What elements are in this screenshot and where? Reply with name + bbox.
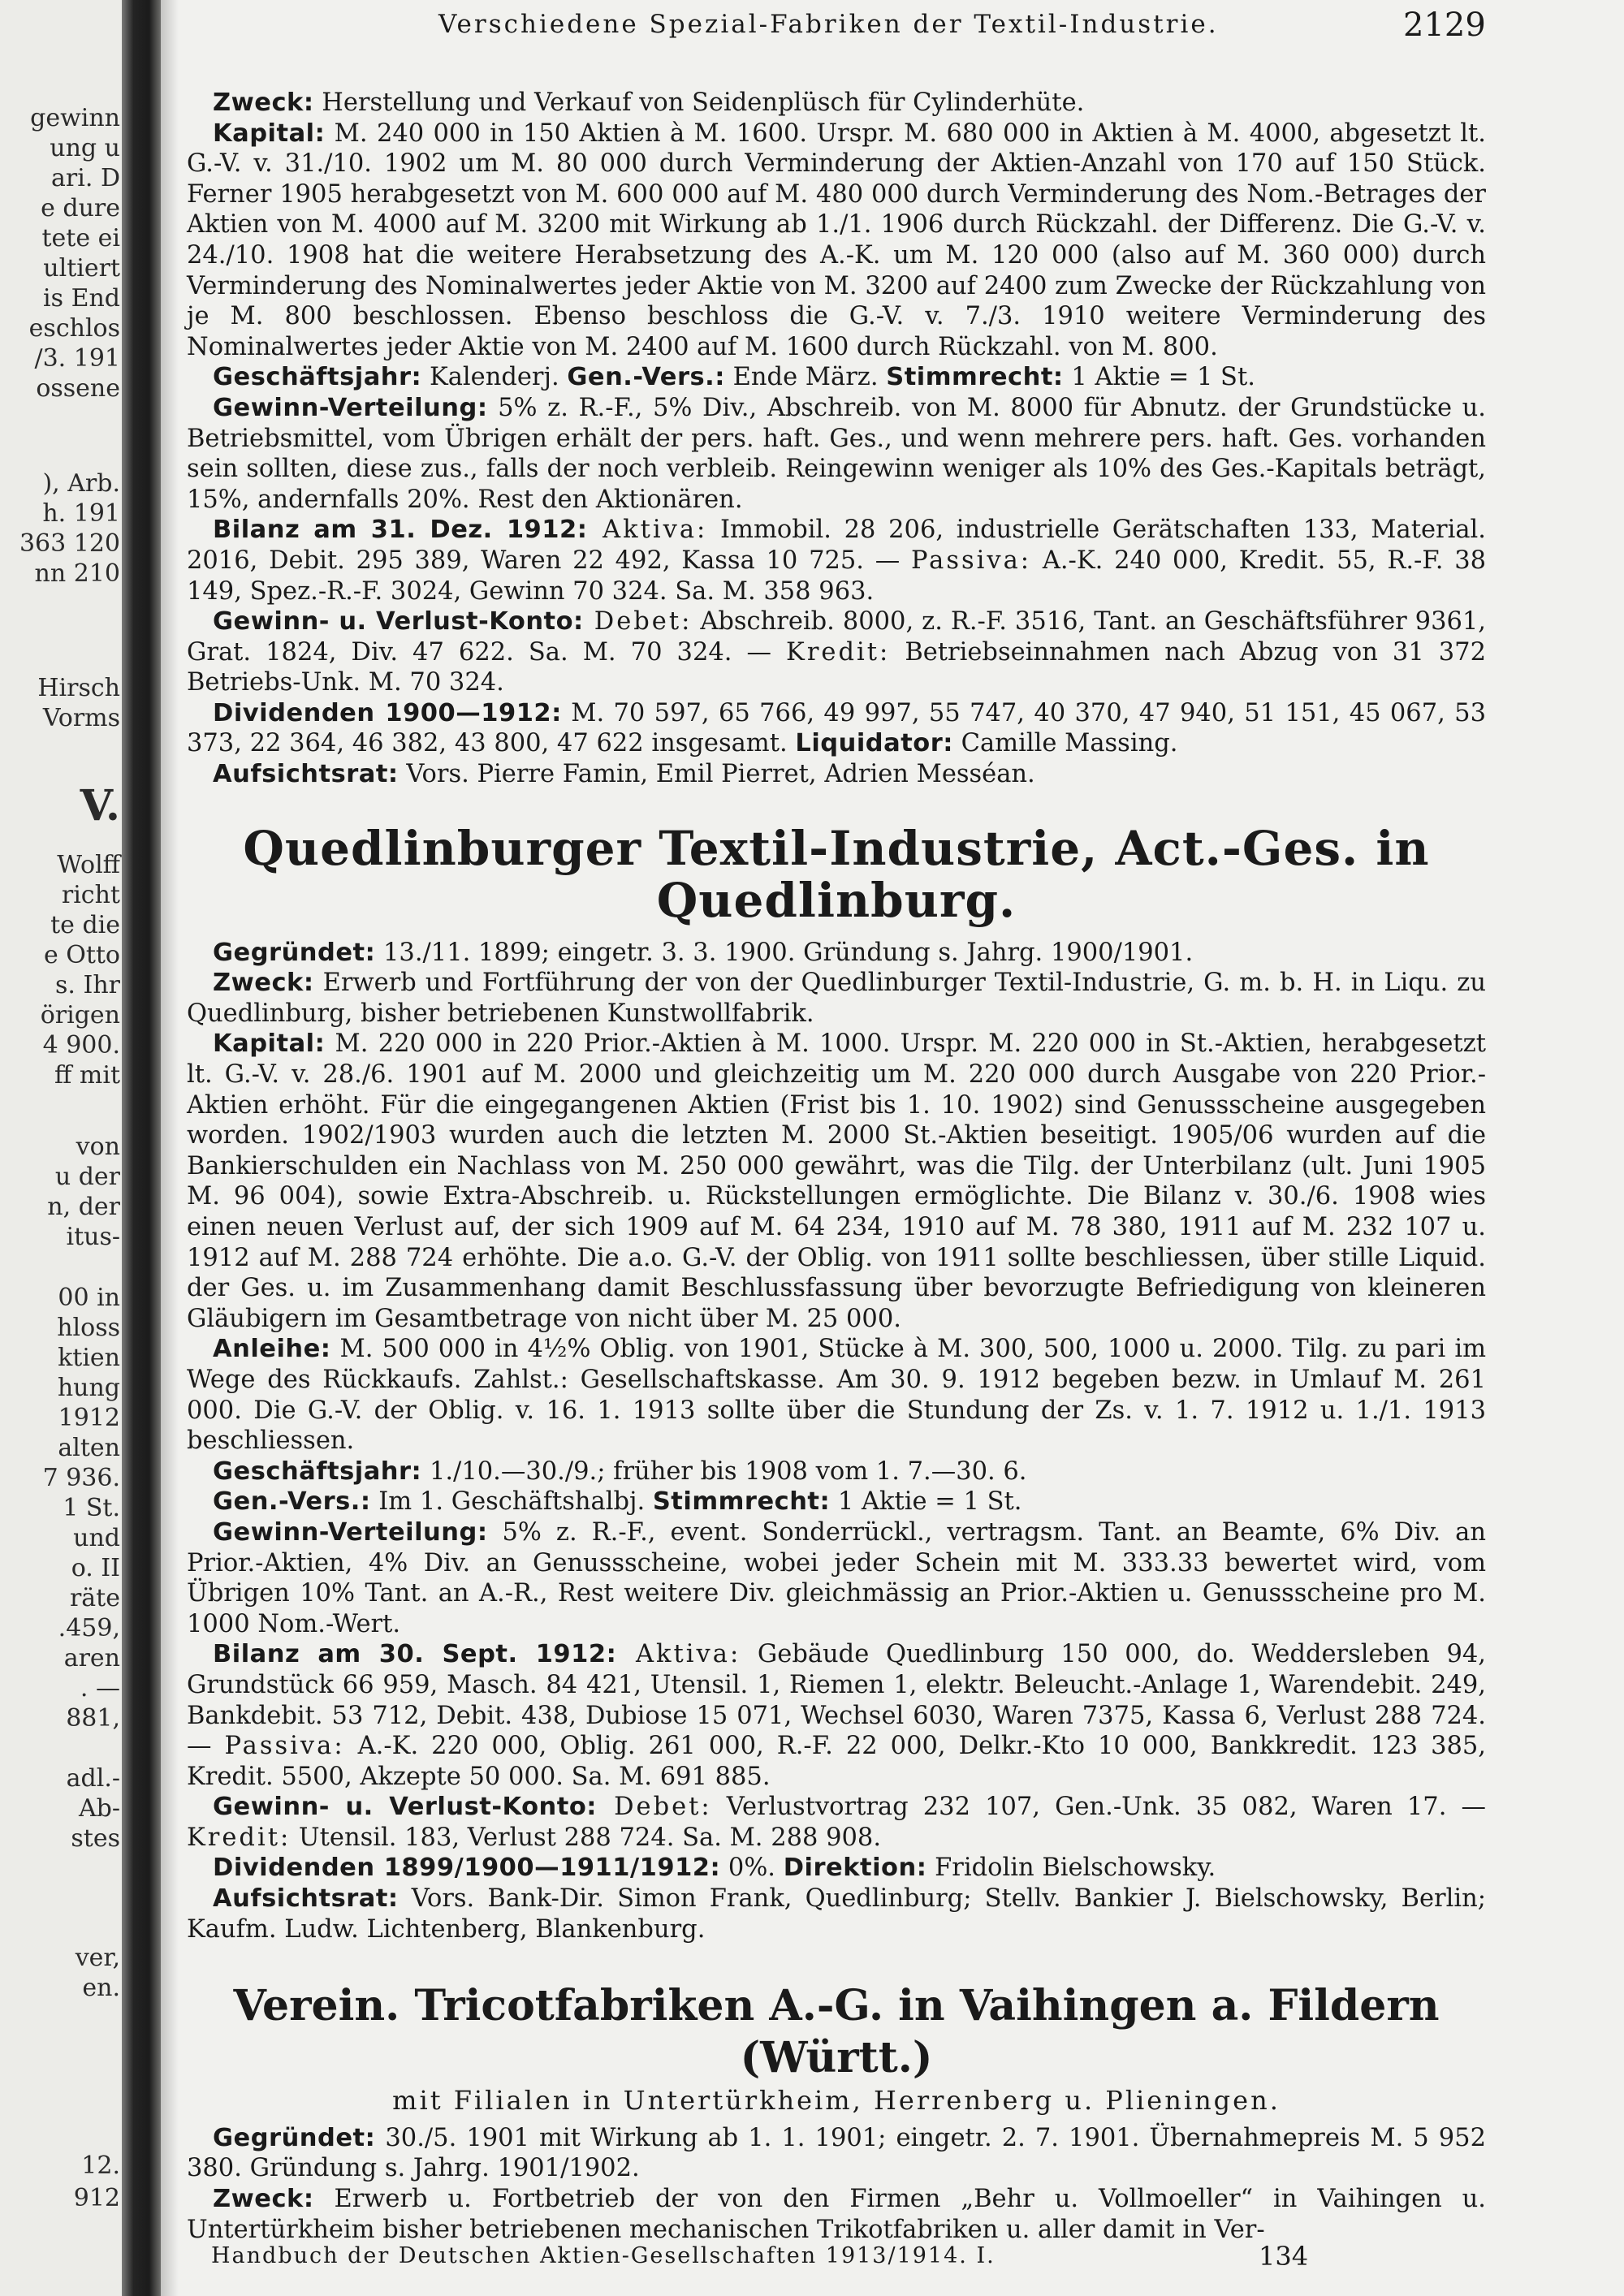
margin-fragment: ossene — [36, 374, 120, 403]
margin-fragment: ultiert — [43, 254, 120, 283]
margin-fragment: örigen — [40, 1001, 120, 1029]
margin-fragment: itus- — [66, 1223, 120, 1251]
margin-fragment: gewinn — [30, 104, 120, 132]
margin-fragment: 1 St. — [63, 1494, 120, 1522]
entry-label: Dividenden 1899/1900—1911/1912: — [213, 1854, 721, 1883]
entry-text: Camille Massing. — [952, 729, 1178, 758]
entry-text: 30./5. 1901 mit Wirkung ab 1. 1. 1901; eingetr. 2. 7. 1901. Übernahmepreis M. 5 952 380. Gründung s. Jahrg. 1901/1902. — [187, 2123, 1486, 2183]
entry-text: Vors. Pierre Famin, Emil Pierret, Adrien Messéan. — [398, 760, 1035, 789]
book-spine — [122, 0, 161, 2296]
previous-page-margin — [0, 0, 122, 2296]
margin-fragment: eschlos — [28, 314, 120, 343]
spaced-label: Aktiva: — [587, 516, 708, 545]
margin-fragment: stes — [71, 1824, 120, 1853]
company-title: Quedlinburger Textil-Industrie, Act.-Ges. in Quedlinburg. — [243, 820, 1430, 928]
margin-fragment: e dure — [41, 194, 120, 222]
margin-fragment: ung u — [50, 134, 120, 162]
margin-fragment: räte — [69, 1584, 120, 1612]
entry-text: A.-K. 220 000, Oblig. 261 000, R.-F. 22 000, Delkr.-Kto 10 000, Bankkredit. 123 385, Kredit. 5500, Akzepte 50 000. Sa. M. 691 885. — [187, 1732, 1486, 1791]
entry-label: Direktion: — [783, 1854, 927, 1883]
entry-text: A.-K. 240 000, Kredit. 55, R.-F. 38 149, Spez.-R.-F. 3024, Gewinn 70 324. Sa. M. 358 963. — [187, 546, 1486, 606]
entry-text: 13./11. 1899; eingetr. 3. 3. 1900. Gründung s. Jahrg. 1900/1901. — [375, 938, 1194, 967]
margin-fragment: e Otto — [43, 941, 120, 969]
entry-paragraph — [187, 1792, 1486, 1853]
entry-label: Aufsichtsrat: — [213, 1884, 399, 1914]
margin-fragment: ver, — [75, 1944, 120, 1972]
margin-fragment: n, der — [47, 1193, 120, 1221]
entry-text: Kalenderj. — [421, 363, 568, 392]
entry-text: M. 220 000 in 220 Prior.-Aktien à M. 1000. Urspr. M. 220 000 in St.-Aktien, herabgesetzt lt. G.-V. v. 28./6. 1901 auf M. 2000 und gleichzeitig um M. 220 000 durch Ausgabe von 220 Prior.-Aktien erhöht. Für die eingegangenen Aktien (Frist bis 1. 10. 1902) sind Genussscheine ausgegeben worden. 1902/1903 wurden auch die letzten M. 2000 St.-Aktien beseitigt. 1905/06 wurden auf die Bankierschulden ein Nachlass von M. 250 000 gewährt, was die Tilg. der Unterbilanz (ult. Juni 1905 M. 96 004), sowie Extra-Abschreib. u. Rückstellungen ermöglichte. Die Bilanz v. 30./6. 1908 wies einen neuen Verlust auf, der sich 1909 auf M. 64 234, 1910 auf M. 78 380, 1911 auf M. 232 107 u. 1912 auf M. 288 724 erhöhte. Die a.o. G.-V. der Oblig. von 1911 sollte beschliessen, über stille Liquid. der Ges. u. im Zusammenhang damit Beschlussfassung über bevorzugte Befriedigung von kleineren Gläubigern im Gesamtbetrage von nicht über M. 25 000. — [187, 1029, 1486, 1333]
entry-text: Vors. Bank-Dir. Simon Frank, Quedlinburg; Stellv. Bankier J. Bielschowsky, Berlin; Kaufm. Ludw. Lichtenberg, Blankenburg. — [187, 1884, 1486, 1944]
entry-label: Zweck: — [213, 969, 314, 998]
margin-fragment: s. Ihr — [55, 971, 120, 999]
margin-fragment: en. — [82, 1974, 120, 2002]
margin-fragment: .459, — [58, 1614, 120, 1642]
entry-label: Gen.-Vers.: — [567, 363, 725, 392]
margin-fragment: hloss — [57, 1314, 120, 1342]
entry-paragraph — [187, 1029, 1486, 1334]
company-title: Verein. Tricotfabriken A.-G. in Vaihingen a. Fildern (Württ.) — [233, 1981, 1440, 2083]
entry-label: Zweck: — [213, 88, 314, 117]
entry-paragraph — [187, 393, 1486, 515]
entry-label: Gewinn- u. Verlust-Konto: — [213, 607, 584, 637]
margin-fragment: o. II — [71, 1554, 120, 1582]
entry-text: Immobil. 28 206, industrielle Gerätschaften 133, Material. 2016, Debit. 295 389, Waren 22 492, Kassa 10 725. — — [187, 516, 1486, 575]
entry-text: 5% z. R.-F., 5% Div., Abschreib. von M. 8000 für Abnutz. der Grundstücke u. Betriebsmittel, vom Übrigen erhält der pers. haft. Ges., und wenn mehrere pers. haft. Ges. vorhanden sein sollten, diese zus., falls der noch verbleib. Reingewinn weniger als 10% des Ges.-Kapitals beträgt, 15%, andernfalls 20%. Rest den Aktionären. — [187, 393, 1486, 514]
entry-label: Zweck: — [213, 2185, 314, 2214]
margin-fragment: . — — [80, 1674, 120, 1703]
company-subtitle: mit Filialen in Untertürkheim, Herrenberg u. Plieningen. — [392, 2085, 1281, 2117]
entry-text: Fridolin Bielschowsky. — [926, 1854, 1216, 1883]
entry-paragraph — [187, 515, 1486, 606]
entry-paragraph — [187, 938, 1486, 969]
entry-label: Geschäftsjahr: — [213, 363, 422, 392]
entry-text: 1 Aktie = 1 St. — [1063, 363, 1255, 392]
margin-fragment: hung — [57, 1374, 120, 1402]
margin-fragment: richt — [61, 881, 120, 909]
page-number: 2129 — [1403, 6, 1486, 44]
entry-label: Liquidator: — [795, 729, 953, 758]
margin-fragment: ff mit — [54, 1061, 120, 1090]
margin-fragment: is End — [43, 284, 120, 313]
entry-text: Im 1. Geschäftshalbj. — [370, 1487, 653, 1517]
spaced-label: Kredit: — [786, 637, 891, 667]
entry-paragraph — [187, 1457, 1486, 1487]
entry-text: Verlustvortrag 232 107, Gen.-Unk. 35 082, Waren 17. — — [711, 1793, 1486, 1822]
spaced-label: Debet: — [597, 1793, 712, 1822]
entry-paragraph — [187, 1639, 1486, 1792]
entry-label: Anleihe: — [213, 1335, 331, 1364]
entry-text: Ende März. — [724, 363, 887, 392]
margin-fragment: adl.- — [66, 1764, 120, 1793]
entry-text: 1 Aktie = 1 St. — [830, 1487, 1022, 1517]
margin-fragment: Wolff — [57, 851, 120, 879]
margin-fragment: 7 936. — [42, 1464, 120, 1492]
margin-fragment: ktien — [58, 1344, 120, 1372]
entry-label: Gewinn- u. Verlust-Konto: — [213, 1793, 597, 1822]
entry-paragraph — [187, 606, 1486, 698]
entry-text: M. 70 597, 65 766, 49 997, 55 747, 40 370, 47 940, 51 151, 45 067, 53 373, 22 364, 46 382, 43 800, 47 622 insgesamt. — [187, 698, 1486, 758]
spaced-label: Kredit: — [187, 1823, 292, 1852]
entry-paragraph — [187, 1487, 1486, 1517]
entry-paragraph — [187, 968, 1486, 1029]
footer: Handbuch der Deutschen Aktien-Gesellschaften 1913/1914. I. — [211, 2243, 996, 2268]
entry-paragraph — [187, 759, 1486, 790]
margin-fragment: ), Arb. — [42, 469, 120, 498]
entry-label: Dividenden 1900—1912: — [213, 698, 562, 727]
entry-paragraph — [187, 2123, 1486, 2184]
page-text — [187, 88, 1486, 2245]
entry-label: Gen.-Vers.: — [213, 1487, 371, 1517]
margin-fragment: tete ei — [41, 224, 120, 252]
entry-label: Kapital: — [213, 1029, 326, 1059]
entry-paragraph — [187, 2184, 1486, 2245]
entry-label: Geschäftsjahr: — [213, 1457, 422, 1486]
entry-label: Aufsichtsrat: — [213, 760, 399, 789]
entry-text: Herstellung und Verkauf von Seidenplüsch für Cylinderhüte. — [313, 88, 1085, 117]
entry-label: Gegründet: — [213, 2123, 376, 2152]
entry-paragraph — [187, 1853, 1486, 1884]
entry-text: Betriebseinnahmen nach Abzug von 31 372 Betriebs-Unk. M. 70 324. — [187, 637, 1486, 697]
margin-fragment: nn 210 — [34, 559, 120, 588]
entry-text: Abschreib. 8000, z. R.-F. 3516, Tant. an Geschäftsführer 9361, Grat. 1824, Div. 47 622. Sa. M. 70 324. — — [187, 607, 1486, 667]
spaced-label: Aktiva: — [616, 1640, 741, 1669]
margin-fragment: ari. D — [51, 164, 120, 192]
entry-paragraph — [187, 119, 1486, 363]
entry-label: Stimmrecht: — [652, 1487, 831, 1517]
margin-fragment: 1912 — [58, 1404, 120, 1432]
margin-fragment: 881, — [66, 1704, 120, 1733]
margin-fragment: 00 in — [58, 1284, 120, 1312]
margin-fragment: 12. — [81, 2151, 120, 2180]
entry-label: Bilanz am 31. Dez. 1912: — [213, 516, 588, 545]
margin-fragment: von — [76, 1133, 120, 1161]
gutter-shadow — [161, 0, 179, 2296]
spaced-label: Debet: — [583, 607, 693, 637]
entry-text: Gebäude Quedlinburg 150 000, do. Weddersleben 94, Grundstück 66 959, Masch. 84 421, Utensil. 1, Riemen 1, elektr. Beleucht.-Anlage 1, Warendebit. 249, Bankdebit. 53 712, Debit. 438, Dubiose 15 071, Wechsel 6030, Waren 7375, Kassa 6, Verlust 288 724. — — [187, 1640, 1486, 1761]
spaced-label: Passiva: — [224, 1732, 345, 1761]
entry-paragraph — [187, 1884, 1486, 1944]
book-page — [187, 0, 1486, 2296]
entry-label: Gewinn-Verteilung: — [213, 393, 488, 422]
margin-fragment: aren — [63, 1644, 120, 1672]
margin-fragment: Vorms — [42, 704, 120, 732]
entry-paragraph — [187, 698, 1486, 759]
spaced-label: Passiva: — [910, 546, 1032, 575]
entry-text: M. 240 000 in 150 Aktien à M. 1600. Urspr. M. 680 000 in Aktien à M. 4000, abgesetzt lt. G.-V. v. 31./10. 1902 um M. 80 000 durch Verminderung der Aktien-Anzahl von 170 auf 150 Stück. Ferner 1905 herabgesetzt von M. 600 000 auf M. 480 000 durch Verminderung des Nom.-Betrages der Aktien von M. 4000 auf M. 3200 mit Wirkung ab 1./1. 1906 durch Rückzahl. der Differenz. Die G.-V. v. 24./10. 1908 hat die weitere Herabsetzung des A.-K. um M. 120 000 (also auf M. 360 000) durch Verminderung des Nominalwertes jeder Aktie von M. 3200 auf 2400 zum Zwecke der Rückzahlung von je M. 800 beschlossen. Ebenso beschloss die G.-V. v. 7./3. 1910 weitere Verminderung des Nominalwertes jeder Aktie von M. 2400 auf M. 1600 durch Rückzahl. von M. 800. — [187, 119, 1486, 361]
entry-label: Bilanz am 30. Sept. 1912: — [213, 1640, 617, 1669]
entry-text: 5% z. R.-F., event. Sonderrückl., vertragsm. Tant. an Beamte, 6% Div. an Prior.-Aktien, 4% Div. an Genussscheine, wobei jeder Schein mit M. 333.33 bewertet wird, vom Übrigen 10% Tant. an A.-R., Rest weitere Div. gleichmässig an Prior.-Aktien u. Genussscheine pro M. 1000 Nom.-Wert. — [187, 1517, 1486, 1638]
entry-label: Stimmrecht: — [886, 363, 1064, 392]
entry-text: Erwerb und Fortführung der von der Quedlinburger Textil-Industrie, G. m. b. H. in Liqu. zu Quedlinburg, bisher betriebenen Kunstwollfabrik. — [187, 969, 1486, 1028]
margin-fragment: 4 900. — [42, 1031, 120, 1060]
margin-fragment: Hirsch — [37, 674, 120, 702]
margin-fragment: Ab- — [78, 1794, 120, 1823]
margin-fragment: und — [73, 1524, 120, 1552]
margin-fragment: u der — [54, 1163, 120, 1191]
entry-text: Utensil. 183, Verlust 288 724. Sa. M. 288 908. — [291, 1823, 882, 1852]
margin-fragment: 912 — [73, 2184, 120, 2212]
entry-paragraph — [187, 1517, 1486, 1639]
entry-label: Gewinn-Verteilung: — [213, 1517, 488, 1547]
margin-fragment: 363 120 — [19, 529, 120, 558]
entry-paragraph — [187, 1334, 1486, 1456]
margin-fragment: alten — [58, 1434, 120, 1462]
entry-text: 0%. — [720, 1854, 784, 1883]
entry-text: M. 500 000 in 4½% Oblig. von 1901, Stücke à M. 300, 500, 1000 u. 2000. Tilg. zu pari im Wege des Rückkaufs. Zahlst.: Gesellschaftskasse. Am 30. 9. 1912 begeben bezw. in Umlauf M. 261 000. Die G.-V. der Oblig. v. 16. 1. 1913 sollte über die Stundung der Zs. v. 1. 7. 1912 u. 1./1. 1913 beschliessen. — [187, 1335, 1486, 1456]
entry-label: Gegründet: — [213, 938, 376, 967]
entry-text: Erwerb u. Fortbetrieb der von den Firmen „Behr u. Vollmoeller“ in Vaihingen u. Untertürkheim bisher betriebenen mechanischen Trikotfabriken u. aller damit in Ver- — [187, 2185, 1486, 2244]
margin-fragment: V. — [80, 781, 120, 831]
margin-fragment: /3. 191 — [34, 344, 120, 373]
entry-label: Kapital: — [213, 119, 326, 148]
margin-fragment: h. 191 — [42, 499, 120, 528]
running-head: Verschiedene Spezial-Fabriken der Textil-Industrie. — [438, 10, 1219, 39]
entry-paragraph — [187, 88, 1486, 119]
entry-paragraph — [187, 362, 1486, 393]
margin-fragment: te die — [50, 911, 120, 939]
entry-text: 1./10.—30./9.; früher bis 1908 vom 1. 7.—30. 6. — [421, 1457, 1027, 1486]
footer-number: 134 — [1259, 2241, 1309, 2272]
